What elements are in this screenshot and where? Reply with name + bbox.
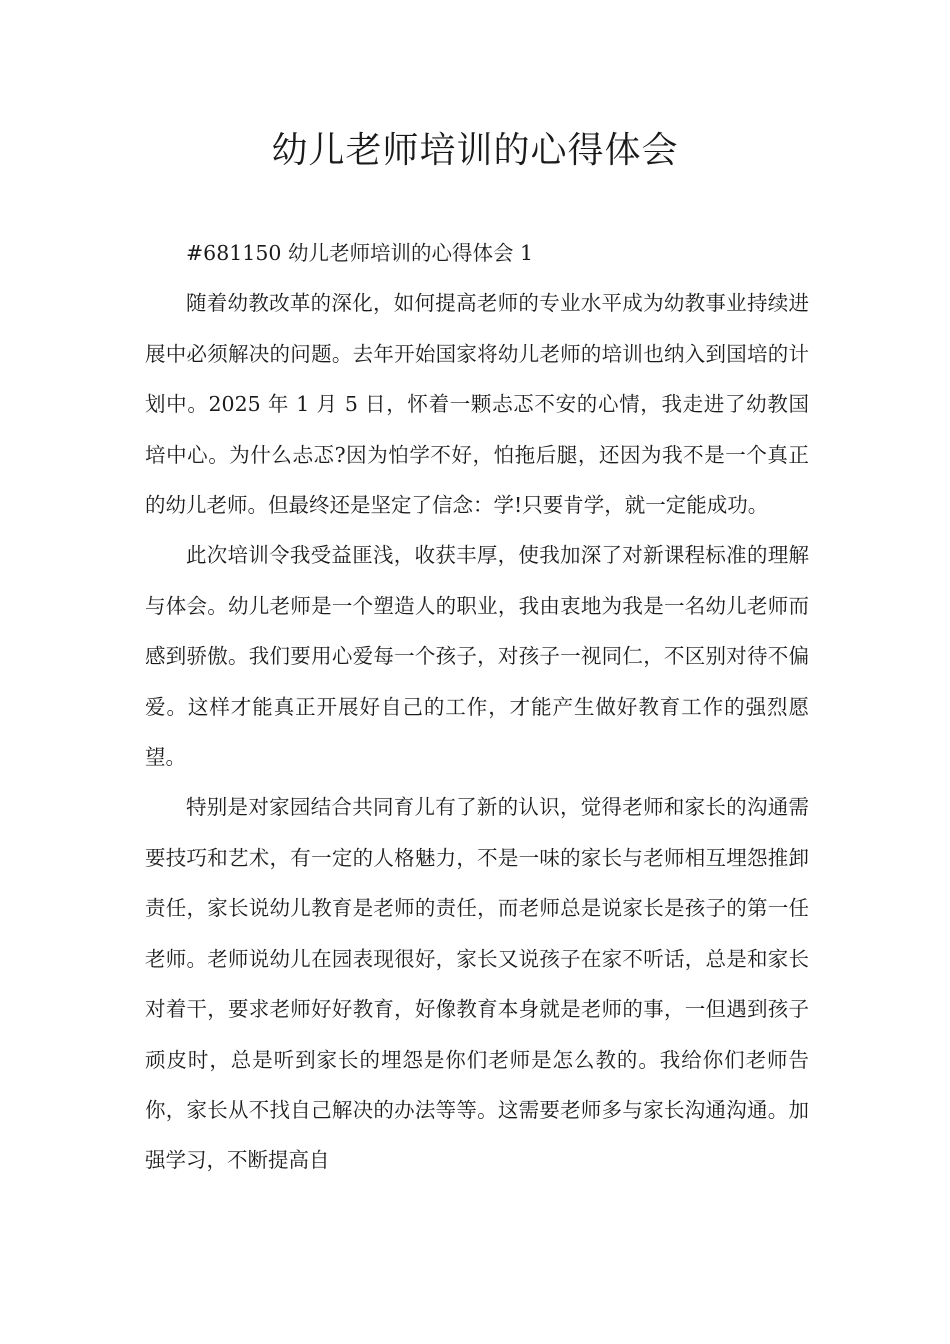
- document-subheading: #681150 幼儿老师培训的心得体会 1: [186, 241, 534, 265]
- paragraph-1: 随着幼教改革的深化，如何提高老师的专业水平成为幼教事业持续进展中必须解决的问题。去年开始国家将幼儿老师的培训也纳入到国培的计划中。2025 年 1 月 5 日，怀着一颗忐忑不安的心情，我走进了幼教国培中心。为什么忐忑?因为怕学不好，怕拖后腿，还因为我不是一个真正的幼儿老师。但最终还是坚定了信念：学!只要肯学，就一定能成功。: [145, 291, 809, 518]
- paragraph-2: 此次培训令我受益匪浅，收获丰厚，使我加深了对新课程标准的理解与体会。幼儿老师是一个塑造人的职业，我由衷地为我是一名幼儿老师而感到骄傲。我们要用心爱每一个孩子，对孩子一视同仁，不区别对待不偏爱。这样才能真正开展好自己的工作，才能产生做好教育工作的强烈愿望。: [145, 543, 809, 770]
- document-title: 幼儿老师培训的心得体会: [271, 130, 679, 171]
- paragraph-3: 特别是对家园结合共同育儿有了新的认识，觉得老师和家长的沟通需要技巧和艺术，有一定的人格魅力，不是一味的家长与老师相互埋怨推卸责任，家长说幼儿教育是老师的责任，而老师总是说家长是孩子的第一任老师。老师说幼儿在园表现很好，家长又说孩子在家不听话，总是和家长对着干，要求老师好好教育，好像教育本身就是老师的事，一但遇到孩子顽皮时，总是听到家长的埋怨是你们老师是怎么教的。我给你们老师告你，家长从不找自己解决的办法等等。这需要老师多与家长沟通沟通。加强学习，不断提高自: [145, 795, 809, 1173]
- document-body: [145, 228, 809, 1186]
